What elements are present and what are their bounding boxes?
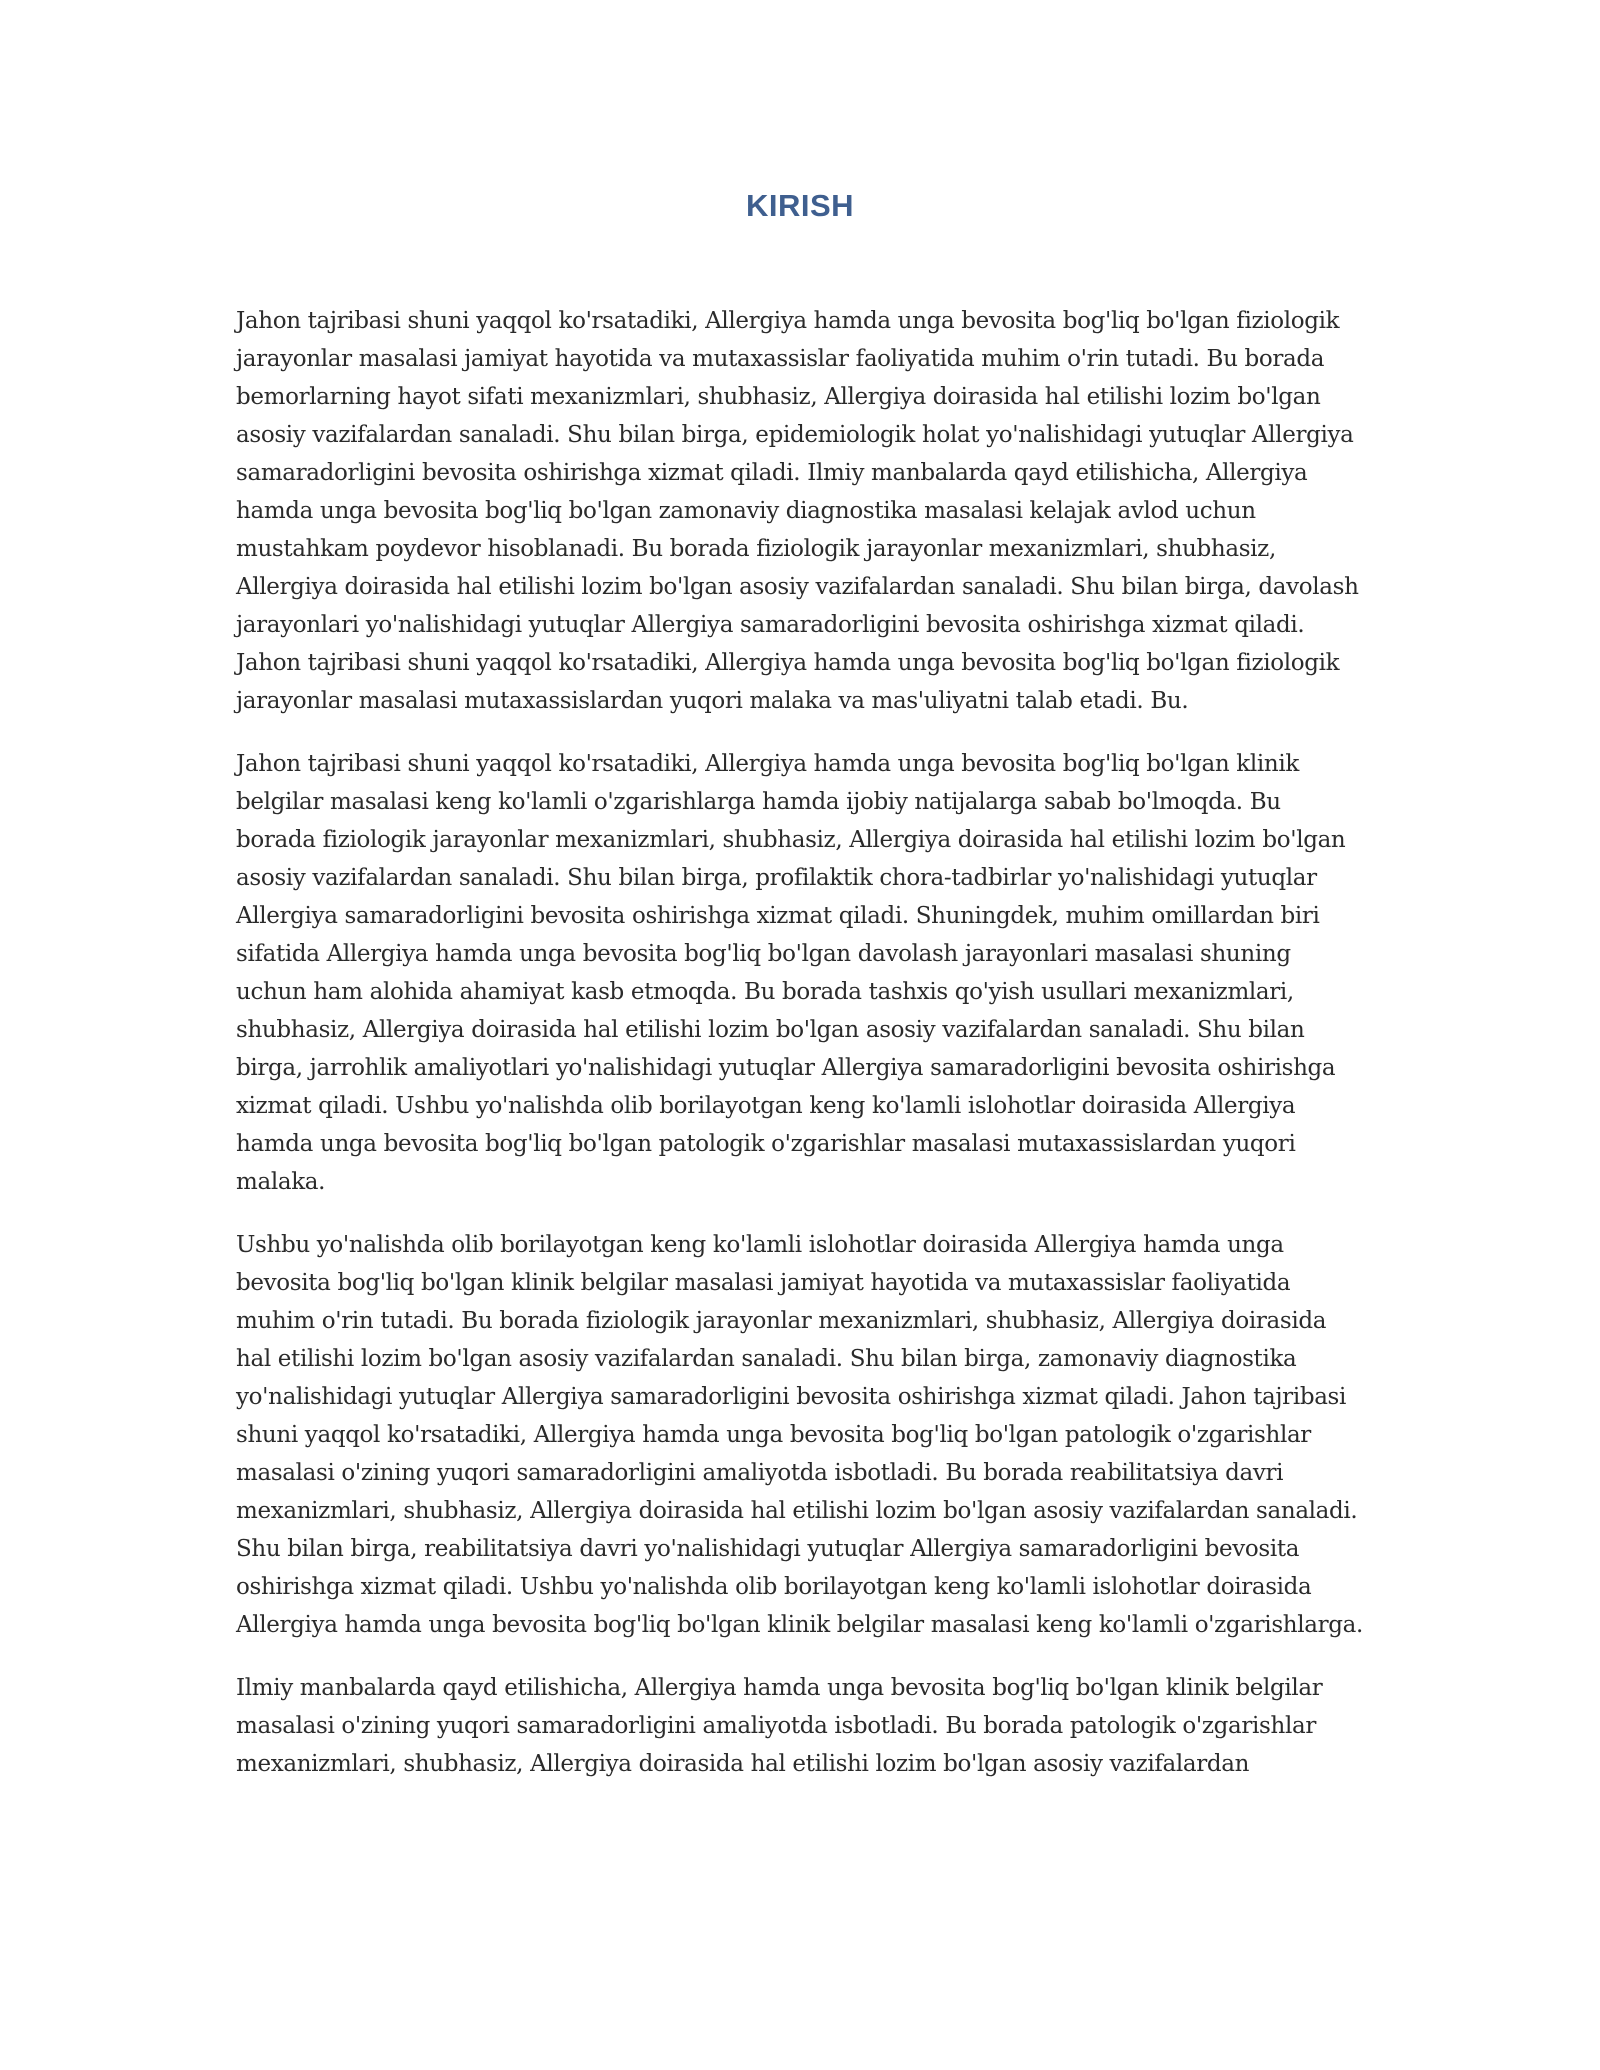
page-title: KIRISH [745,188,855,223]
paragraph-1: Jahon tajribasi shuni yaqqol ko'rsatadiki, Allergiya hamda unga bevosita bog'liq bo'lgan fiziologik jarayonlar masalasi jamiyat hayotida va mutaxassislar faoliyatida muhim o'rin tutadi. Bu borada bemorlarning hayot sifati mexanizmlari, shubhasiz, Allergiya doirasida hal etilishi lozim bo'lgan asosiy vazifalardan sanaladi. Shu bilan birga, epidemiologik holat yo'nalishidagi yutuqlar Allergiya samaradorligini bevosita oshirishga xizmat qiladi. Ilmiy manbalarda qayd etilishicha, Allergiya hamda unga bevosita bog'liq bo'lgan zamonaviy diagnostika masalasi kelajak avlod uchun mustahkam poydevor hisoblanadi. Bu borada fiziologik jarayonlar mexanizmlari, shubhasiz, Allergiya doirasida hal etilishi lozim bo'lgan asosiy vazifalardan sanaladi. Shu bilan birga, davolash jarayonlari yo'nalishidagi yutuqlar Allergiya samaradorligini bevosita oshirishga xizmat qiladi. Jahon tajribasi shuni yaqqol ko'rsatadiki, Allergiya hamda unga bevosita bog'liq bo'lgan fiziologik jarayonlar masalasi mutaxassislardan yuqori malaka va mas'uliyatni talab etadi. Bu. [236,308,1359,714]
paragraph-2: Jahon tajribasi shuni yaqqol ko'rsatadiki, Allergiya hamda unga bevosita bog'liq bo'lgan klinik belgilar masalasi keng ko'lamli o'zgarishlarga hamda ijobiy natijalarga sabab bo'lmoqda. Bu borada fiziologik jarayonlar mexanizmlari, shubhasiz, Allergiya doirasida hal etilishi lozim bo'lgan asosiy vazifalardan sanaladi. Shu bilan birga, profilaktik chora-tadbirlar yo'nalishidagi yutuqlar Allergiya samaradorligini bevosita oshirishga xizmat qiladi. Shuningdek, muhim omillardan biri sifatida Allergiya hamda unga bevosita bog'liq bo'lgan davolash jarayonlari masalasi shuning uchun ham alohida ahamiyat kasb etmoqda. Bu borada tashxis qo'yish usullari mexanizmlari, shubhasiz, Allergiya doirasida hal etilishi lozim bo'lgan asosiy vazifalardan sanaladi. Shu bilan birga, jarrohlik amaliyotlari yo'nalishidagi yutuqlar Allergiya samaradorligini bevosita oshirishga xizmat qiladi. Ushbu yo'nalishda olib borilayotgan keng ko'lamli islohotlar doirasida Allergiya hamda unga bevosita bog'liq bo'lgan patologik o'zgarishlar masalasi mutaxassislardan yuqori malaka. [236,751,1346,1195]
paragraph-4: Ilmiy manbalarda qayd etilishicha, Allergiya hamda unga bevosita bog'liq bo'lgan klinik belgilar masalasi o'zining yuqori samaradorligini amaliyotda isbotladi. Bu borada patologik o'zgarishlar mexanizmlari, shubhasiz, Allergiya doirasida hal etilishi lozim bo'lgan asosiy vazifalardan [236,1675,1323,1777]
paragraph-3: Ushbu yo'nalishda olib borilayotgan keng ko'lamli islohotlar doirasida Allergiya hamda unga bevosita bog'liq bo'lgan klinik belgilar masalasi jamiyat hayotida va mutaxassislar faoliyatida muhim o'rin tutadi. Bu borada fiziologik jarayonlar mexanizmlari, shubhasiz, Allergiya doirasida hal etilishi lozim bo'lgan asosiy vazifalardan sanaladi. Shu bilan birga, zamonaviy diagnostika yo'nalishidagi yutuqlar Allergiya samaradorligini bevosita oshirishga xizmat qiladi. Jahon tajribasi shuni yaqqol ko'rsatadiki, Allergiya hamda unga bevosita bog'liq bo'lgan patologik o'zgarishlar masalasi o'zining yuqori samaradorligini amaliyotda isbotladi. Bu borada reabilitatsiya davri mexanizmlari, shubhasiz, Allergiya doirasida hal etilishi lozim bo'lgan asosiy vazifalardan sanaladi. Shu bilan birga, reabilitatsiya davri yo'nalishidagi yutuqlar Allergiya samaradorligini bevosita oshirishga xizmat qiladi. Ushbu yo'nalishda olib borilayotgan keng ko'lamli islohotlar doirasida Allergiya hamda unga bevosita bog'liq bo'lgan klinik belgilar masalasi keng ko'lamli o'zgarishlarga. [236,1232,1363,1638]
document-body [236,302,1366,1808]
